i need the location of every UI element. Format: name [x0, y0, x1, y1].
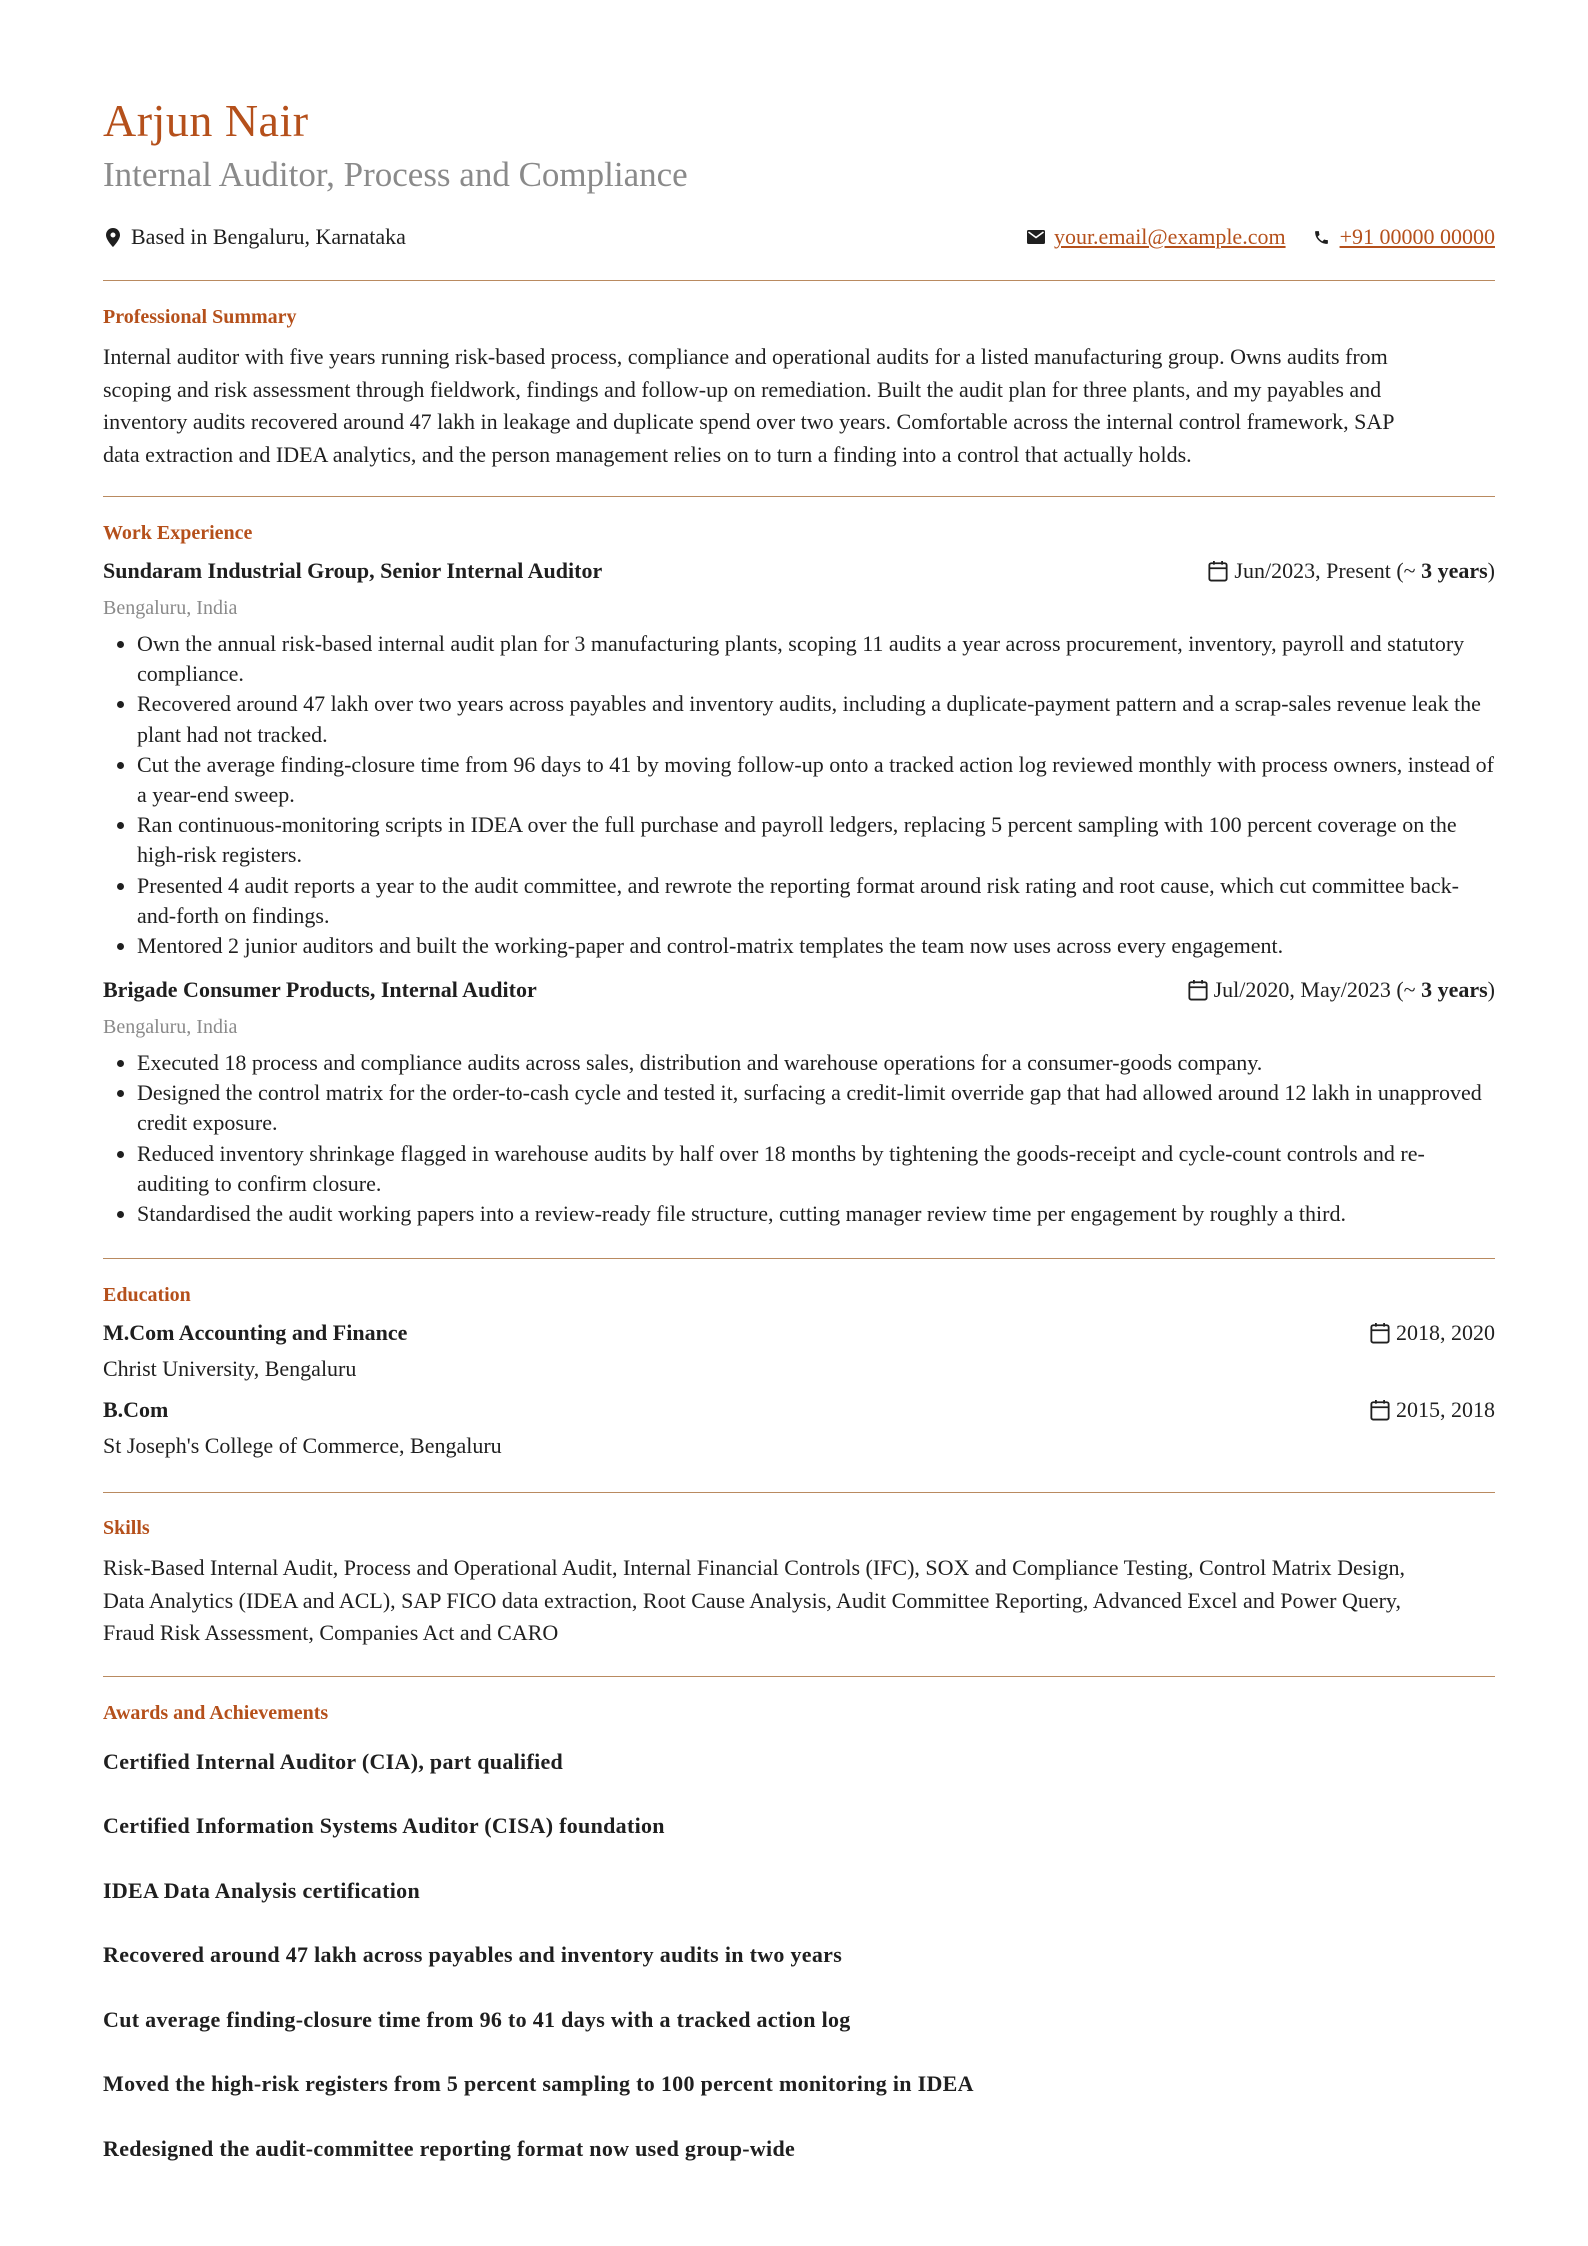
bullet-item: • Designed the control matrix for the order-to-cash cycle and tested it, surfacing a credit-limit override gap that had allowed around 12 lakh in unapproved credit exposure.	[137, 1078, 1495, 1138]
education-heading: Education	[103, 1284, 191, 1306]
duration-close: )	[1487, 558, 1495, 583]
candidate-name: Arjun Nair	[103, 95, 309, 146]
job-role: Senior Internal Auditor	[380, 558, 603, 583]
school-name: St Joseph's College of Commerce, Bengaluru	[103, 1433, 502, 1458]
title-separator: ,	[369, 558, 381, 583]
company-name: Brigade Consumer Products	[103, 977, 370, 1002]
award-item: Moved the high-risk registers from 5 percent sampling to 100 percent monitoring in IDEA	[103, 2071, 974, 2096]
award-item: Certified Internal Auditor (CIA), part qualified	[103, 1749, 564, 1774]
envelope-icon	[1026, 227, 1046, 247]
date-range: 2015, 2018	[1396, 1397, 1495, 1422]
summary-line: data extraction and IDEA analytics, and the person management relies on to turn a finding into a control that actually holds.	[103, 441, 1192, 467]
job-header	[103, 977, 1495, 1009]
contact-row	[103, 224, 1495, 254]
divider	[103, 280, 1495, 281]
title-separator: ,	[369, 977, 381, 1002]
education-dates	[1370, 1320, 1495, 1346]
bullet-item: • Ran continuous-monitoring scripts in IDEA over the full purchase and payroll ledgers, replacing 5 percent sampling with 100 percent coverage on the high-risk registers.	[137, 810, 1495, 870]
date-range: Jul/2020, May/2023 (~	[1213, 977, 1422, 1002]
map-pin-icon	[103, 227, 123, 247]
divider	[103, 1258, 1495, 1259]
job-location: Bengaluru, India	[103, 597, 238, 619]
skills-line: Risk-Based Internal Audit, Process and Operational Audit, Internal Financial Controls (IFC), SOX and Compliance Testing, Control Matrix Design,	[103, 1555, 1405, 1580]
degree-name: B.Com	[103, 1397, 169, 1422]
summary-line: Internal auditor with five years running risk-based process, compliance and operational audits for a listed manufacturing group. Owns audits from	[103, 344, 1388, 369]
bullet-item: • Presented 4 audit reports a year to the audit committee, and rewrote the reporting format around risk rating and root cause, which cut committee back-and-forth on findings.	[137, 871, 1495, 931]
bullet-item: • Own the annual risk-based internal audit plan for 3 manufacturing plants, scoping 11 audits a year across procurement, inventory, payroll and statutory compliance.	[137, 629, 1495, 689]
job-dates	[1188, 977, 1495, 1003]
award-item: Certified Information Systems Auditor (CISA) foundation	[103, 1813, 665, 1838]
date-range: 2018, 2020	[1396, 1320, 1495, 1345]
education-entry	[103, 1397, 1495, 1429]
divider	[103, 1492, 1495, 1493]
duration: 3 years	[1421, 977, 1488, 1002]
bullet-item: • Cut the average finding-closure time from 96 days to 41 by moving follow-up onto a tracked action log reviewed monthly with process owners, instead of a year-end sweep.	[137, 750, 1495, 810]
education-dates	[1370, 1397, 1495, 1423]
phone-contact	[1312, 224, 1495, 250]
degree-name: M.Com Accounting and Finance	[103, 1320, 408, 1345]
job-bullets	[103, 1048, 1495, 1229]
job-bullets	[103, 629, 1495, 961]
skills-line: Fraud Risk Assessment, Companies Act and CARO	[103, 1620, 559, 1645]
award-item: Cut average finding-closure time from 96 to 41 days with a tracked action log	[103, 2007, 851, 2032]
calendar-icon	[1370, 1400, 1390, 1420]
job-dates	[1208, 558, 1495, 584]
calendar-icon	[1370, 1323, 1390, 1343]
date-range: Jun/2023, Present (~	[1234, 558, 1422, 583]
bullet-item: • Recovered around 47 lakh over two years across payables and inventory audits, including a duplicate-payment pattern and a scrap-sales revenue leak the plant had not tracked.	[137, 689, 1495, 749]
award-item: Redesigned the audit-committee reporting format now used group-wide	[103, 2136, 796, 2161]
education-entry	[103, 1320, 1495, 1352]
location	[103, 224, 406, 250]
duration: 3 years	[1421, 558, 1488, 583]
phone-link[interactable]: +91 00000 00000	[1339, 224, 1495, 249]
calendar-icon	[1208, 561, 1228, 581]
experience-heading: Work Experience	[103, 522, 253, 544]
skills-line: Data Analytics (IDEA and ACL), SAP FICO data extraction, Root Cause Analysis, Audit Committee Reporting, Advanced Excel and Power Query,	[103, 1587, 1401, 1613]
job-header	[103, 558, 1495, 590]
email-contact	[1026, 224, 1286, 250]
divider	[103, 1676, 1495, 1677]
summary-heading: Professional Summary	[103, 306, 297, 328]
job-location: Bengaluru, India	[103, 1016, 238, 1038]
company-name: Sundaram Industrial Group	[103, 558, 370, 583]
location-text: Based in Bengaluru, Karnataka	[131, 224, 406, 249]
duration-close: )	[1487, 977, 1495, 1002]
contact-links	[1026, 224, 1495, 250]
bullet-item: • Mentored 2 junior auditors and built the working-paper and control-matrix templates the team now uses across every engagement.	[137, 931, 1495, 961]
bullet-item: • Executed 18 process and compliance audits across sales, distribution and warehouse operations for a consumer-goods company.	[137, 1048, 1495, 1078]
job-role: Internal Auditor	[380, 977, 537, 1002]
summary-line: inventory audits recovered around 47 lakh in leakage and duplicate spend over two years. Comfortable across the internal control framework, SAP	[103, 409, 1395, 434]
bullet-item: • Reduced inventory shrinkage flagged in warehouse audits by half over 18 months by tightening the goods-receipt and cycle-count controls and re-auditing to confirm closure.	[137, 1139, 1495, 1199]
summary-line: scoping and risk assessment through fieldwork, findings and follow-up on remediation. Built the audit plan for three plants, and my payables and	[103, 376, 1382, 402]
summary-text	[103, 341, 1495, 471]
skills-text	[103, 1552, 1495, 1650]
job-title	[103, 977, 537, 1003]
school-name: Christ University, Bengaluru	[103, 1356, 357, 1381]
email-link[interactable]: your.email@example.com	[1053, 224, 1286, 249]
bullet-item: • Standardised the audit working papers into a review-ready file structure, cutting manager review time per engagement by roughly a third.	[137, 1199, 1495, 1229]
candidate-title: Internal Auditor, Process and Compliance	[103, 155, 688, 194]
phone-icon	[1312, 227, 1332, 247]
award-item: Recovered around 47 lakh across payables and inventory audits in two years	[103, 1942, 843, 1967]
awards-heading: Awards and Achievements	[103, 1702, 329, 1724]
award-item: IDEA Data Analysis certification	[103, 1878, 420, 1903]
divider	[103, 496, 1495, 497]
skills-heading: Skills	[103, 1517, 150, 1539]
job-title	[103, 558, 602, 584]
calendar-icon	[1188, 980, 1208, 1000]
